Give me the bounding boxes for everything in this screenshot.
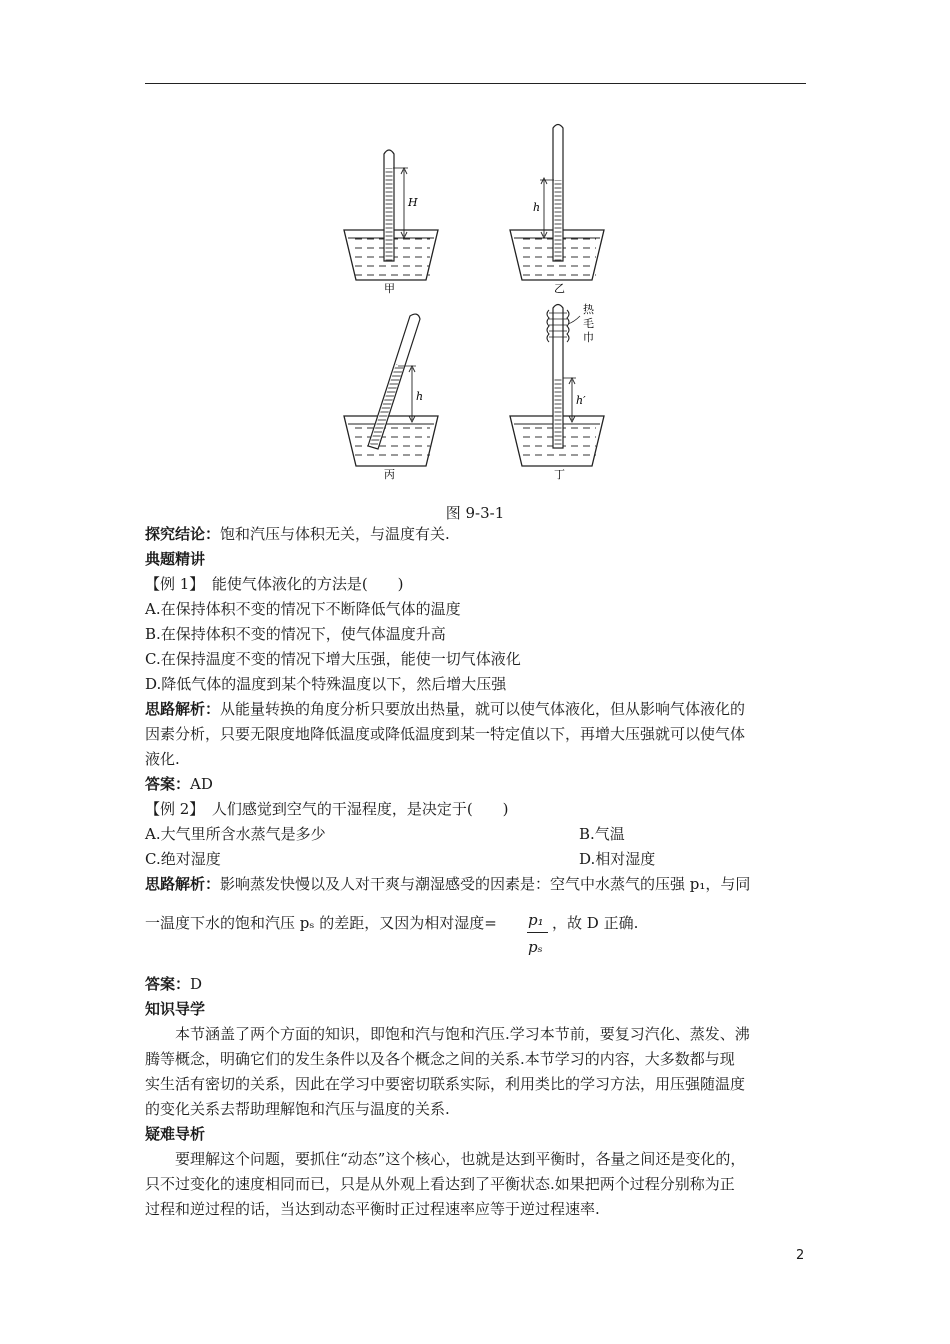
paragraph-line: 本节涵盖了两个方面的知识，即饱和汽与饱和汽压.学习本节前，要复习汽化、蒸发、沸 — [175, 1025, 750, 1043]
height-label: h — [533, 201, 541, 214]
answer-line — [145, 774, 213, 794]
conclusion-line — [145, 524, 450, 544]
page-number: 2 — [796, 1248, 805, 1263]
example1-question — [145, 574, 404, 594]
example-tag: 【例 1】 — [145, 575, 197, 593]
panel-label: 丙 — [384, 468, 395, 481]
analysis-line — [145, 874, 750, 894]
analysis-line: 液化. — [145, 750, 180, 768]
example-tag: 【例 2】 — [145, 800, 197, 818]
fraction-numerator: p₁ — [528, 911, 544, 929]
panel-yi — [510, 125, 604, 296]
option-a: A.在保持体积不变的情况下不断降低气体的温度 — [145, 600, 461, 618]
option-b: B.在保持体积不变的情况下，使气体温度升高 — [145, 625, 446, 643]
analysis-line — [145, 699, 745, 719]
analysis-label: 思路解析： — [145, 700, 221, 718]
question-text: 能使气体液化的方法是( ) — [211, 575, 404, 593]
analysis-line-part-a: 一温度下水的饱和汽压 pₛ 的差距，又因为相对湿度= — [145, 914, 497, 932]
answer-value: AD — [190, 775, 213, 793]
header-rule — [145, 83, 806, 84]
panel-label: 甲 — [384, 282, 395, 295]
option-d: D.相对湿度 — [579, 850, 656, 868]
barometer-figure — [330, 118, 620, 490]
paragraph-line: 实生活有密切的关系，因此在学习中要密切联系实际，利用类比的学习方法，用压强随温度 — [145, 1075, 746, 1093]
option-c: C.在保持温度不变的情况下增大压强，能使一切气体液化 — [145, 650, 521, 668]
section-heading: 典题精讲 — [145, 550, 206, 568]
option-d: D.降低气体的温度到某个特殊温度以下，然后增大压强 — [145, 675, 507, 693]
paragraph-line: 只不过变化的速度相同而已，只是从外观上看达到了平衡状态.如果把两个过程分别称为正 — [145, 1175, 735, 1193]
panel-label: 丁 — [554, 468, 565, 481]
paragraph-line: 腾等概念，明确它们的发生条件以及各个概念之间的关系.本节学习的内容，大多数都与现 — [145, 1050, 735, 1068]
height-label: h — [416, 390, 424, 403]
answer-label: 答案： — [145, 775, 191, 793]
figure-caption: 图 9-3-1 — [445, 504, 505, 522]
panel-label: 乙 — [554, 282, 565, 295]
conclusion-text: 饱和汽压与体积无关，与温度有关. — [220, 525, 450, 543]
option-b: B.气温 — [579, 825, 625, 843]
conclusion-label: 探究结论： — [145, 525, 221, 543]
answer-label: 答案： — [145, 975, 191, 993]
height-label: h′ — [576, 394, 586, 407]
paragraph-line: 的变化关系去帮助理解饱和汽压与温度的关系. — [145, 1100, 450, 1118]
answer-value: D — [190, 975, 203, 993]
section-heading: 知识导学 — [145, 1000, 206, 1018]
fraction-denominator: pₛ — [528, 938, 543, 956]
option-c: C.绝对湿度 — [145, 850, 221, 868]
section-heading: 疑难导析 — [145, 1125, 206, 1143]
example2-question — [145, 799, 509, 819]
panel-ding — [510, 302, 604, 481]
analysis-line-part-b: ，故 D 正确. — [552, 914, 639, 932]
fraction-bar — [527, 932, 548, 933]
towel-label: 热 毛 巾 — [583, 303, 594, 344]
panel-jia — [344, 150, 438, 295]
analysis-line: 因素分析，只要无限度地降低温度或降低温度到某一特定值以下，再增大压强就可以使气体 — [145, 725, 746, 743]
analysis-label: 思路解析： — [145, 875, 221, 893]
height-label: H — [408, 196, 418, 209]
paragraph-line: 过程和逆过程的话，当达到动态平衡时正过程速率应等于逆过程速率. — [145, 1200, 600, 1218]
paragraph-line: 要理解这个问题，要抓住“动态”这个核心，也就是达到平衡时，各量之间还是变化的， — [175, 1150, 746, 1168]
panel-bing — [344, 314, 438, 481]
analysis-text: 从能量转换的角度分析只要放出热量，就可以使气体液化，但从影响气体液化的 — [220, 700, 746, 718]
analysis-text: 影响蒸发快慢以及人对干爽与潮湿感受的因素是：空气中水蒸气的压强 p₁，与同 — [220, 875, 751, 893]
answer-line — [145, 974, 202, 994]
option-a: A.大气里所含水蒸气是多少 — [145, 825, 326, 843]
question-text: 人们感觉到空气的干湿程度，是决定于( ) — [211, 800, 509, 818]
